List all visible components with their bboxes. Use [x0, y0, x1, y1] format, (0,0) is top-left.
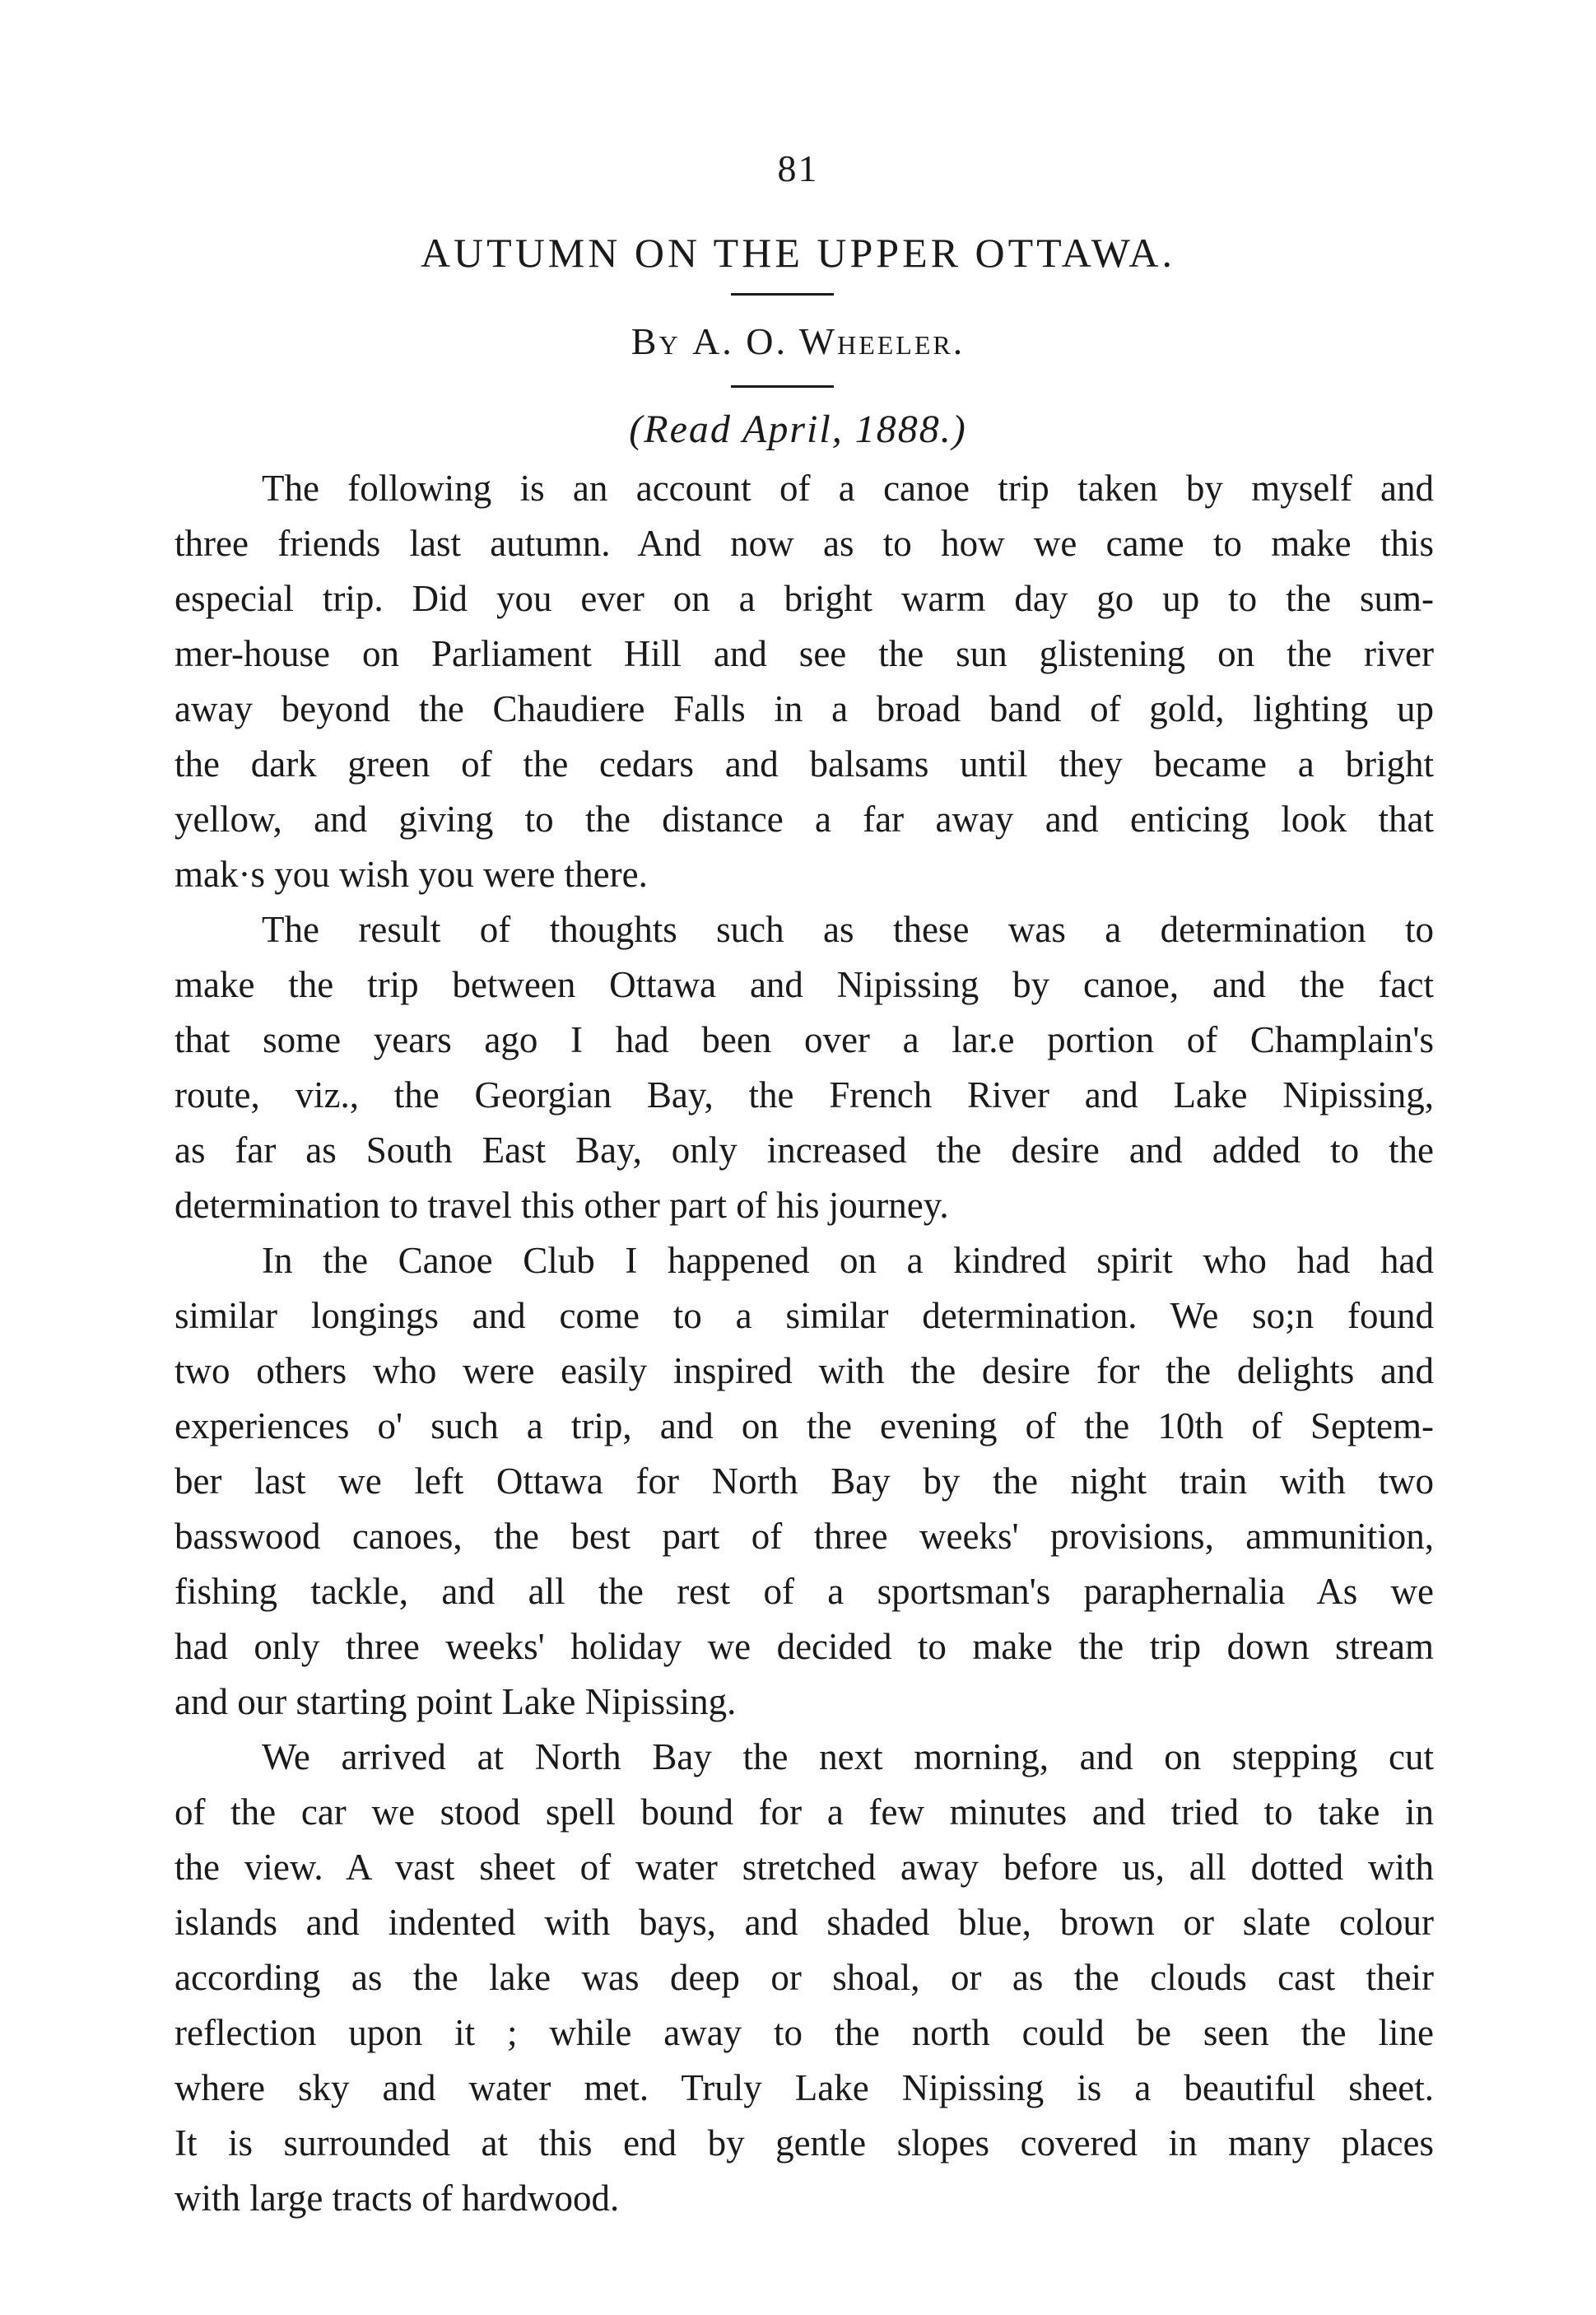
paragraph: [174, 902, 1434, 1233]
text-line: make the trip between Ottawa and Nipissing by canoe, and the fact: [174, 964, 1434, 1005]
text-line: according as the lake was deep or shoal, or as the clouds cast their: [174, 1957, 1434, 1998]
text-line: experiences o' such a trip, and on the evening of the 10th of Septem-: [174, 1405, 1434, 1446]
text-line: with large tracts of hardwood.: [174, 2178, 620, 2219]
text-line: had only three weeks' holiday we decided to make the trip down stream: [174, 1626, 1434, 1667]
text-line: route, viz., the Georgian Bay, the French River and Lake Nipissing,: [174, 1074, 1434, 1116]
text-line: In the Canoe Club I happened on a kindred spirit who had had: [262, 1240, 1434, 1281]
text-line: determination to travel this other part of his journey.: [174, 1185, 949, 1226]
text-line: We arrived at North Bay the next morning, and on stepping cut: [262, 1736, 1434, 1777]
text-line: that some years ago I had been over a lar.e portion of Champlain's: [174, 1019, 1434, 1060]
article-title: AUTUMN ON THE UPPER OTTAWA.: [420, 230, 1176, 276]
title-rule: [731, 293, 834, 296]
text-line: the view. A vast sheet of water stretched away before us, all dotted with: [174, 1847, 1434, 1888]
text-line: yellow, and giving to the distance a far away and enticing look that: [174, 799, 1434, 840]
text-line: basswood canoes, the best part of three weeks' provisions, ammunition,: [174, 1516, 1434, 1557]
text-line: similar longings and come to a similar determination. We so;n found: [174, 1295, 1434, 1336]
text-line: The result of thoughts such as these was a determination to: [262, 909, 1434, 950]
text-line: especial trip. Did you ever on a bright warm day go up to the sum-: [174, 578, 1434, 619]
byline-prefix: By: [630, 320, 681, 362]
byline-rule: [731, 385, 834, 388]
byline-author: A. O. Wheeler.: [692, 320, 966, 362]
text-line: away beyond the Chaudiere Falls in a broad band of gold, lighting up: [174, 688, 1434, 729]
text-line: where sky and water met. Truly Lake Nipissing is a beautiful sheet.: [174, 2067, 1434, 2108]
read-date: (Read April, 1888.): [629, 408, 967, 451]
text-line: fishing tackle, and all the rest of a sportsman's paraphernalia As we: [174, 1571, 1434, 1612]
text-line: the dark green of the cedars and balsams until they became a bright: [174, 743, 1434, 785]
text-line: ber last we left Ottawa for North Bay by the night train with two: [174, 1460, 1434, 1502]
text-line: reflection upon it ; while away to the north could be seen the line: [174, 2012, 1434, 2053]
text-line: as far as South East Bay, only increased the desire and added to the: [174, 1130, 1434, 1171]
text-line: three friends last autumn. And now as to how we came to make this: [174, 523, 1434, 564]
text-line: of the car we stood spell bound for a few minutes and tried to take in: [174, 1791, 1434, 1833]
text-line: The following is an account of a canoe trip taken by myself and: [262, 468, 1434, 509]
text-line: islands and indented with bays, and shaded blue, brown or slate colour: [174, 1902, 1434, 1943]
text-line: and our starting point Lake Nipissing.: [174, 1681, 737, 1722]
paragraph: [174, 1233, 1434, 1730]
text-line: It is surrounded at this end by gentle slopes covered in many places: [174, 2122, 1434, 2164]
page-number: 81: [777, 147, 819, 189]
byline: [0, 319, 1596, 363]
text-line: mak·s you wish you were there.: [174, 854, 648, 895]
article-body: [174, 461, 1434, 2226]
text-line: mer-house on Parliament Hill and see the sun glistening on the river: [174, 633, 1434, 674]
text-line: two others who were easily inspired with the desire for the delights and: [174, 1350, 1434, 1391]
paragraph: [174, 1730, 1434, 2226]
paragraph: [174, 461, 1434, 902]
